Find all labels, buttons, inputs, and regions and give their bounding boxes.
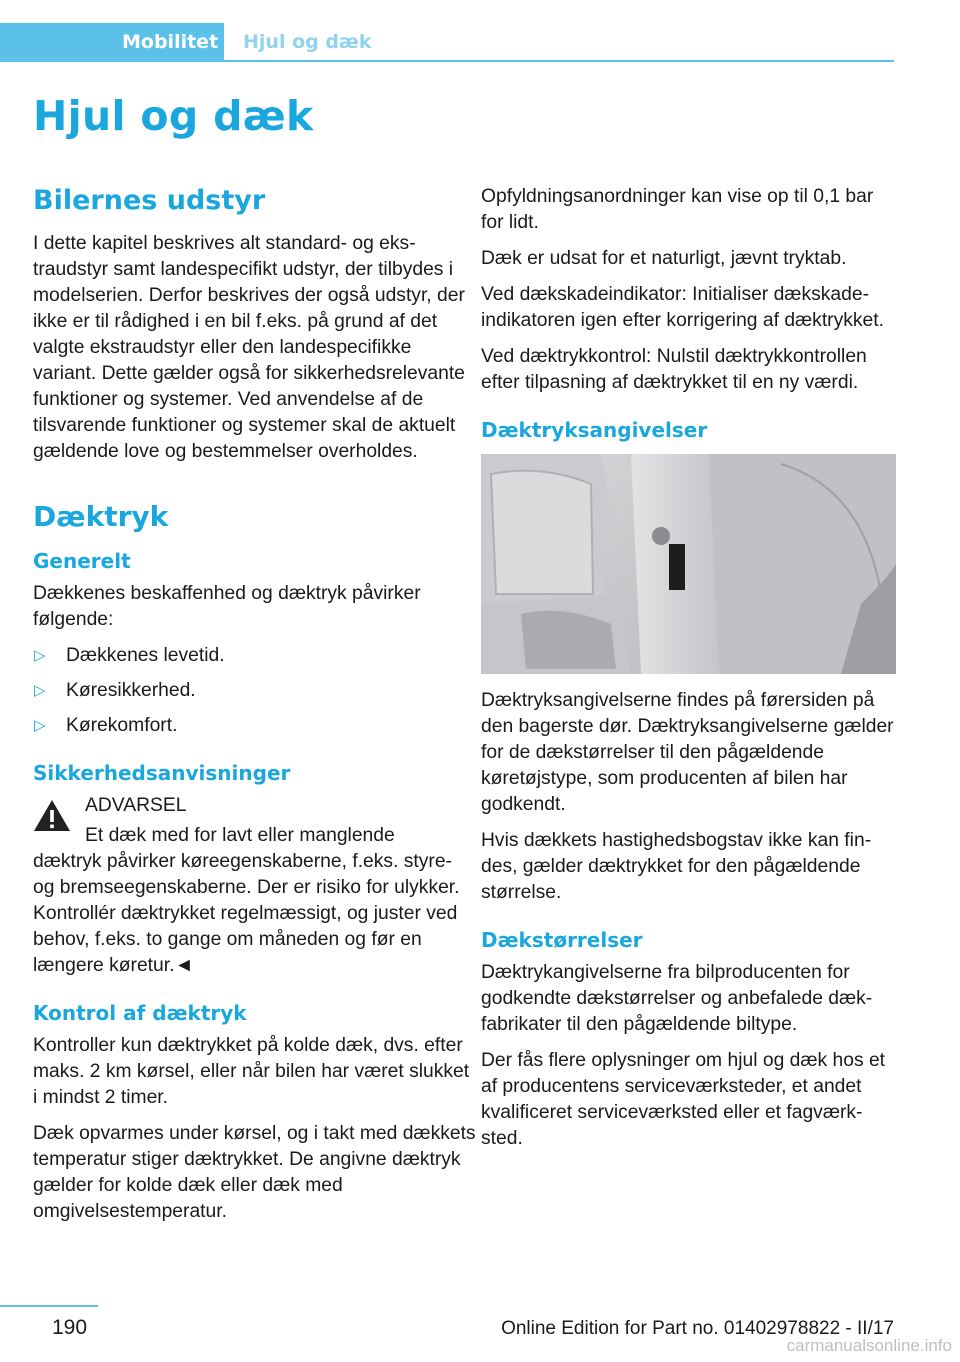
paragraph-check-2: Dæk opvarmes under kørsel, og i takt med dækkets temperatur stiger dæktrykket. De angivne dæktryk gælder for kolde dæk eller dæk med omgivelsestemperatur. bbox=[33, 1123, 476, 1222]
paragraph-sizes-1: Dæktrykangivelserne fra bilproducenten for godkendte dækstørrelser og anbefalede dækfabrikater til den pågældende biltype. bbox=[481, 962, 873, 1035]
list-item-text: Køresikkerhed. bbox=[66, 680, 196, 701]
triangle-bullet-icon: ▷ bbox=[34, 682, 46, 699]
door-pillar-photo bbox=[481, 454, 896, 674]
paragraph-filling: Opfyldningsanordninger kan vise op til 0,1 bar for lidt. bbox=[481, 186, 874, 233]
paragraph-general: Dækkenes beskaffenhed og dæktryk påvirker følgende: bbox=[33, 583, 421, 630]
heading-equipment: Bilernes udstyr bbox=[33, 185, 266, 216]
header-rule bbox=[224, 60, 894, 62]
heading-general: Generelt bbox=[33, 549, 131, 573]
warning-text-first-line: Et dæk med for lavt eller manglende bbox=[85, 825, 395, 846]
paragraph-damage-indicator: Ved dækskadeindikator: Initialiser dækskadeindikatoren igen efter korrigering af dæktrykket. bbox=[481, 284, 884, 331]
paragraph-specs-2: Hvis dækkets hastighedsbogstav ikke kan findes, gælder dæktrykket for den pågældende størrelse. bbox=[481, 830, 872, 903]
paragraph-pressure-monitor: Ved dæktrykkontrol: Nulstil dæktrykkontrollen efter tilpasning af dæktrykket til en ny værdi. bbox=[481, 346, 867, 393]
page-title: Hjul og dæk bbox=[33, 92, 314, 140]
list-item bbox=[33, 678, 478, 704]
heading-tire-sizes: Dækstørrelser bbox=[481, 928, 643, 952]
list-item-text: Dækkenes levetid. bbox=[66, 645, 225, 666]
list-item bbox=[33, 713, 478, 739]
list-item bbox=[33, 643, 478, 669]
heading-tire-pressure: Dæktryk bbox=[33, 500, 169, 533]
paragraph-pressure-loss: Dæk er udsat for et naturligt, jævnt tryktab. bbox=[481, 248, 847, 269]
left-column bbox=[33, 183, 478, 1235]
warning-triangle-icon bbox=[33, 799, 71, 832]
heading-check-pressure: Kontrol af dæktryk bbox=[33, 1001, 247, 1025]
heading-safety: Sikkerhedsanvisninger bbox=[33, 761, 291, 785]
triangle-bullet-icon: ▷ bbox=[34, 647, 46, 664]
watermark: carmanualsonline.info bbox=[786, 1336, 952, 1355]
tire-pressure-label bbox=[669, 544, 685, 590]
chapter-tab: Mobilitet bbox=[0, 23, 224, 62]
warning-title: ADVARSEL bbox=[85, 795, 187, 816]
heading-pressure-specs: Dæktryksangivelser bbox=[481, 418, 708, 442]
effects-list bbox=[33, 643, 478, 739]
paragraph-equipment: I dette kapitel beskrives alt standard- og ekstraudstyr samt landespecifikt udstyr, der tilbydes i modelserien. Derfor beskrives der også udstyr, der ikke er til rådighed i en bil f.eks. på grund af det valgte ekstraudstyr eller den landespecifikke variant. Dette gælder også for sikkerhedsrelevante funktioner og systemer. Ved anvendelse af de tilsvarende funktioner og systemer skal de aktuelt gældende love og bestemmelser overholdes. bbox=[33, 233, 465, 462]
right-column bbox=[481, 184, 896, 1162]
warning-box bbox=[33, 793, 478, 979]
list-item-text: Kørekomfort. bbox=[66, 715, 178, 736]
section-breadcrumb: Hjul og dæk bbox=[243, 31, 372, 53]
footer-rule bbox=[0, 1305, 98, 1307]
paragraph-specs-1: Dæktryksangivelserne findes på førersiden på den bagerste dør. Dæktryksangivelserne gælder for de dækstørrelser til den pågældende køretøjstype, som producenten af bilen har godkendt. bbox=[481, 690, 894, 815]
triangle-bullet-icon: ▷ bbox=[34, 717, 46, 734]
paragraph-sizes-2: Der fås flere oplysninger om hjul og dæk hos et af producentens serviceværksteder, et andet kvalificeret serviceværksted eller et fagværksted. bbox=[481, 1050, 886, 1149]
paragraph-check-1: Kontroller kun dæktrykket på kolde dæk, dvs. efter maks. 2 km kørsel, eller når bilen har været slukket i mindst 2 timer. bbox=[33, 1035, 470, 1108]
page-number: 190 bbox=[52, 1316, 88, 1339]
edition-note: Online Edition for Part no. 01402978822 - II/17 bbox=[501, 1318, 894, 1339]
warning-text: dæktryk påvirker køreegenskaberne, f.eks. styre- og bremseegenskaberne. Der er risiko for ulykker. Kontrollér dæktrykket regelmæssigt, og juster ved behov, f.eks. to gange om måneden og før en længere køretur.◄ bbox=[33, 851, 460, 976]
